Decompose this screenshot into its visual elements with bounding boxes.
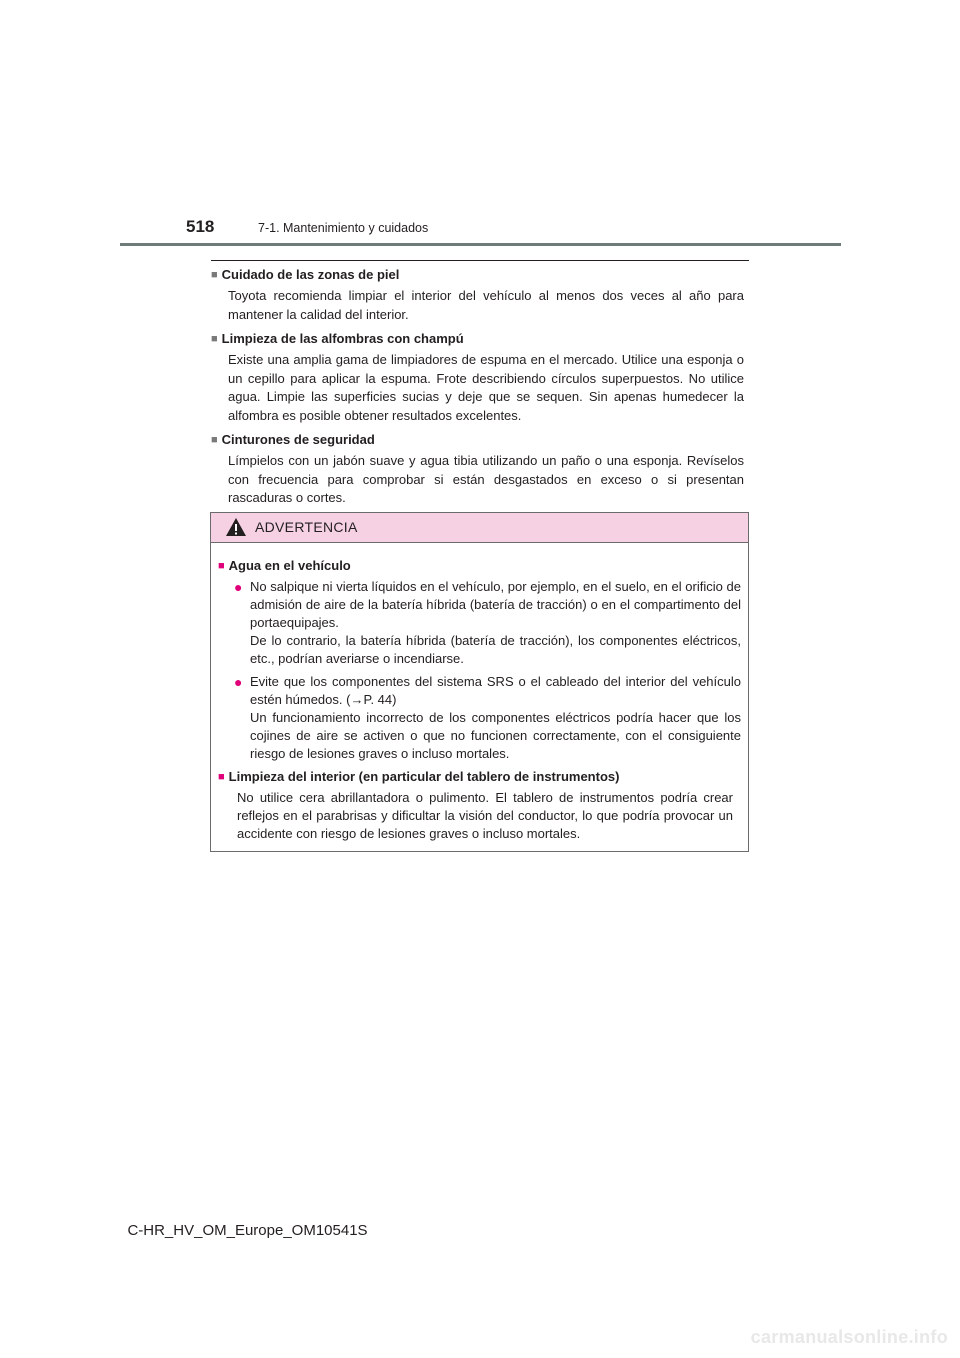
warning-item-text: No utilice cera abrillantadora o pulimento. El tablero de instrumentos podría crear reflejos en el parabrisas y dificultar la visión del conductor, lo que podría provocar un accidente con riesgo de lesiones graves o incluso mortales. [237,790,733,841]
section-title-carpets: ■ Limpieza de las alfombras con champú [211,331,464,346]
section-title: 7-1. Mantenimiento y cuidados [258,221,429,235]
watermark: carmanualsonline.info [750,1327,948,1347]
warning-bullet: ● Evite que los componentes del sistema SRS o el cableado del interior del vehículo estén húmedos. (→P. 44) Un funcionamiento incorrecto de los componentes eléctricos podría hacer que los cojines de aire se activen o que no funcionen correctamente, con el consiguiente riesgo de lesiones graves o incluso mortales. [234,674,741,761]
square-bullet-icon: ■ [218,771,225,783]
content-top-rule [211,260,749,261]
warning-body [211,543,748,843]
section-title-seatbelts: ■ Cinturones de seguridad [211,432,375,447]
page-number: 518 [186,217,215,236]
warning-label: ADVERTENCIA [255,519,358,535]
section-carpets [211,330,744,425]
section-text-carpets: Existe una amplia gama de limpiadores de espuma en el mercado. Utilice una esponja o un cepillo para aplicar la espuma. Frote describiendo círculos superpuestos. No utilice agua. Limpie las superficies sucias y deje que se sequen. Sin apenas humedecer la alfombra es posible obtener resultados excelentes. [228,352,744,423]
section-text-leather: Toyota recomienda limpiar el interior del vehículo al menos dos veces al año para mantener la calidad del interior. [228,288,744,322]
section-title-leather: ■ Cuidado de las zonas de piel [211,267,400,282]
warning-header [211,513,748,543]
header-rule [120,243,841,246]
circle-bullet-icon: ● [234,674,243,690]
section-text-seatbelts: Límpielos con un jabón suave y agua tibia utilizando un paño o una esponja. Revíselos con frecuencia para comprobar si están desgastados en exceso o si presentan rascaduras o cortes. [228,453,744,505]
section-leather [211,266,744,324]
footer-code: C-HR_HV_OM_Europe_OM10541S [127,1222,368,1239]
warning-item-title: ■ Agua en el vehículo [218,558,351,573]
content [211,266,744,514]
warning-bullet: ● No salpique ni vierta líquidos en el vehículo, por ejemplo, en el suelo, en el orificio de admisión de aire de la batería híbrida (batería de tracción) o en el compartimento del portaequipajes. De lo contrario, la batería híbrida (batería de tracción), los componentes eléctricos, etc., podrían averiarse o incendiarse. [234,579,741,666]
square-bullet-icon: ■ [211,269,218,281]
square-bullet-icon: ■ [218,560,225,572]
square-bullet-icon: ■ [211,333,218,345]
warning-item-title: ■ Limpieza del interior (en particular del tablero de instrumentos) [218,769,620,784]
square-bullet-icon: ■ [211,434,218,446]
section-seatbelts [211,431,744,508]
warning-box [210,512,749,852]
warning-triangle-icon [225,517,247,537]
circle-bullet-icon: ● [234,579,243,595]
